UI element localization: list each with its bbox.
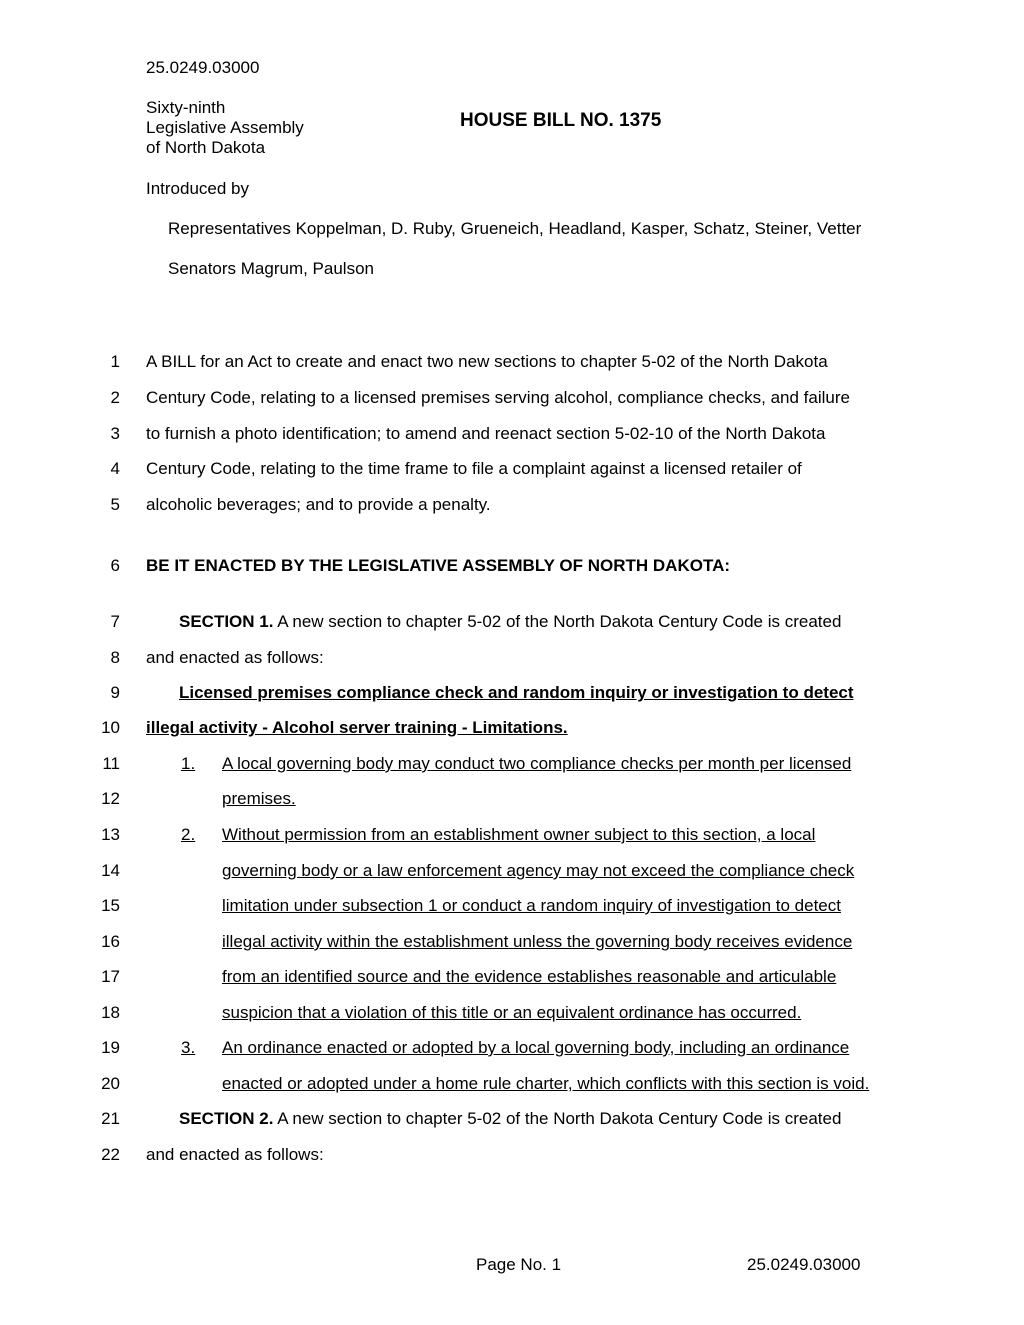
inserted-text-line: enacted or adopted under a home rule charter, which conflicts with this section is void. <box>222 1074 870 1093</box>
line-number: 8 <box>110 648 120 667</box>
line-number: 2 <box>110 388 120 407</box>
assembly-name <box>146 98 304 158</box>
section-2-intro <box>179 1109 841 1129</box>
bill-text-line: and enacted as follows: <box>146 1145 324 1164</box>
section-1-intro <box>179 612 841 632</box>
line-number: 16 <box>101 932 120 951</box>
line-number: 13 <box>101 825 120 844</box>
subsection-number: 3. <box>181 1038 196 1057</box>
assembly-line-2: Legislative Assembly <box>146 118 304 137</box>
introduced-by-label: Introduced by <box>146 179 250 198</box>
enacting-clause: BE IT ENACTED BY THE LEGISLATIVE ASSEMBLY OF NORTH DAKOTA: <box>146 556 731 575</box>
section-1-heading: SECTION 1. <box>179 612 274 631</box>
inserted-text-line: governing body or a law enforcement agency may not exceed the compliance check <box>222 861 855 880</box>
footer-page-number: Page No. 1 <box>476 1255 562 1274</box>
inserted-text-line: illegal activity within the establishment unless the governing body receives evidence <box>222 932 853 951</box>
line-number: 18 <box>101 1003 120 1022</box>
line-number: 10 <box>101 718 120 737</box>
bill-text-line: alcoholic beverages; and to provide a penalty. <box>146 495 491 514</box>
bill-text-line: to furnish a photo identification; to amend and reenact section 5-02-10 of the North Dakota <box>146 424 826 443</box>
line-number: 6 <box>110 556 120 575</box>
inserted-text-line: suspicion that a violation of this title or an equivalent ordinance has occurred. <box>222 1003 802 1022</box>
assembly-line-1: Sixty-ninth <box>146 98 226 117</box>
line-number: 19 <box>101 1038 120 1057</box>
section-2-text: A new section to chapter 5-02 of the North Dakota Century Code is created <box>273 1109 842 1128</box>
subsection-number: 2. <box>181 825 196 844</box>
document-code-header: 25.0249.03000 <box>146 58 260 77</box>
line-number: 5 <box>110 495 120 514</box>
assembly-line-3: of North Dakota <box>146 138 266 157</box>
subsection-number: 1. <box>181 754 196 773</box>
inserted-text-line: premises. <box>222 789 296 808</box>
line-number: 22 <box>101 1145 120 1164</box>
line-number: 1 <box>110 352 120 371</box>
inserted-text-line: A local governing body may conduct two compliance checks per month per licensed <box>222 754 852 773</box>
new-section-title: Licensed premises compliance check and random inquiry or investigation to detect <box>179 683 854 702</box>
sponsors-senators: Senators Magrum, Paulson <box>168 259 374 278</box>
inserted-text-line: limitation under subsection 1 or conduct a random inquiry of investigation to detect <box>222 896 841 915</box>
inserted-text-line: from an identified source and the evidence establishes reasonable and articulable <box>222 967 837 986</box>
line-number: 12 <box>101 789 120 808</box>
sponsors-representatives: Representatives Koppelman, D. Ruby, Grueneich, Headland, Kasper, Schatz, Steiner, Vetter <box>168 219 862 238</box>
line-number: 20 <box>101 1074 120 1093</box>
bill-text-line: A BILL for an Act to create and enact two new sections to chapter 5-02 of the North Dakota <box>146 352 828 371</box>
line-number: 11 <box>102 754 120 773</box>
line-number: 9 <box>110 683 120 702</box>
line-number: 15 <box>101 896 120 915</box>
line-number: 21 <box>101 1109 120 1128</box>
line-number: 7 <box>110 612 120 631</box>
bill-text-line: Century Code, relating to the time frame to file a complaint against a licensed retailer of <box>146 459 802 478</box>
section-2-heading: SECTION 2. <box>179 1109 274 1128</box>
new-section-title-cont: illegal activity - Alcohol server training - Limitations. <box>146 718 568 737</box>
bill-text-line: Century Code, relating to a licensed premises serving alcohol, compliance checks, and failure <box>146 388 850 407</box>
line-number: 17 <box>101 967 120 986</box>
bill-title: HOUSE BILL NO. 1375 <box>460 110 662 131</box>
footer-document-code: 25.0249.03000 <box>747 1255 861 1274</box>
line-number: 4 <box>110 459 120 478</box>
inserted-text-line: An ordinance enacted or adopted by a local governing body, including an ordinance <box>222 1038 850 1057</box>
line-number: 14 <box>101 861 120 880</box>
bill-text-line: and enacted as follows: <box>146 648 324 667</box>
inserted-text-line: Without permission from an establishment owner subject to this section, a local <box>222 825 816 844</box>
section-1-text: A new section to chapter 5-02 of the North Dakota Century Code is created <box>273 612 842 631</box>
line-number: 3 <box>110 424 120 443</box>
